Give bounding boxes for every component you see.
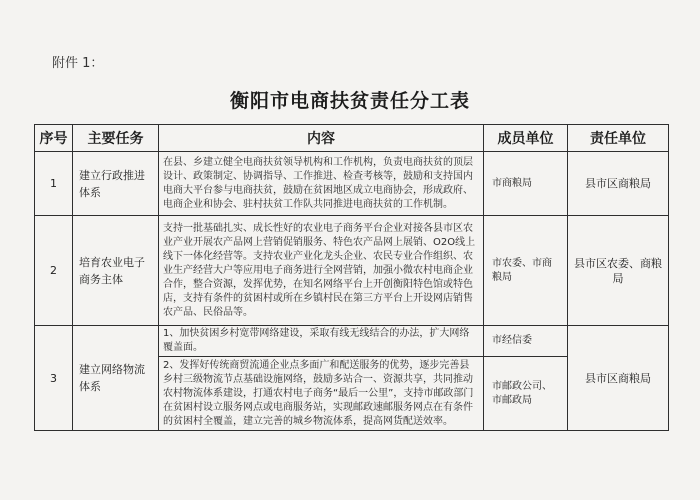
row-content: 支持一批基础扎实、成长性好的农业电子商务平台企业对接各县市区农业产业开展农产品网上营销促销服务、特色农产品网上展销、O2O线上线下一体化经营等。支持农业产业化龙头企业、农民专业合作组织、农业生产经营大户等应用电子商务进行全网营销，加强小微农村电商企业合作，整合资源，发挥优势，在知名网络平台上开创衡阳特色馆或特色店，支持有条件的贫困村或所在乡镇村民在第三方平台上开设网店销售农产品、民俗品等。 [159, 216, 484, 326]
document-title: 衡阳市电商扶贫责任分工表 [229, 90, 470, 112]
row-responsible: 县市区农委、商粮局 [568, 216, 669, 326]
row-members-part-1: 市经信委 [484, 326, 568, 357]
row-responsible: 县市区商粮局 [568, 152, 669, 216]
row-members-part-2: 市邮政公司、市邮政局 [484, 357, 568, 431]
row-task: 培育农业电子商务主体 [73, 216, 159, 326]
table-row [35, 326, 669, 357]
header-index: 序号 [35, 125, 73, 152]
row-members: 市农委、市商粮局 [484, 216, 568, 326]
table-header-row [35, 125, 669, 152]
responsibility-table [34, 124, 669, 431]
row-content: 在县、乡建立健全电商扶贫领导机构和工作机构，负责电商扶贫的顶层设计、政策制定、协调指导、工作推进、检查考核等，鼓励和支持国内电商大平台参与电商扶贫，鼓励在贫困地区成立电商协会，形成政府、电商企业和协会、驻村扶贫工作队共同推进电商扶贫的工作机制。 [159, 152, 484, 216]
row-index: 3 [35, 326, 73, 431]
row-task: 建立网络物流体系 [73, 326, 159, 431]
row-task: 建立行政推进体系 [73, 152, 159, 216]
header-task: 主要任务 [73, 125, 159, 152]
table-row [35, 216, 669, 326]
row-content-part-1: 1、加快贫困乡村宽带网络建设，采取有线无线结合的办法，扩大网络覆盖面。 [159, 326, 484, 357]
header-members: 成员单位 [484, 125, 568, 152]
attachment-label: 附件 1： [52, 56, 104, 71]
header-content: 内容 [159, 125, 484, 152]
row-responsible: 县市区商粮局 [568, 326, 669, 431]
row-content-part-2: 2、发挥好传统商贸流通企业点多面广和配送服务的优势，逐步完善县乡村三级物流节点基础设施网络，鼓励多站合一、资源共享，共同推动农村物流体系建设，打通农村电子商务“最后一公里”，支持市邮政部门在贫困村设立服务网点或电商服务站，实现邮政速邮服务网点在有条件的贫困村全覆盖，建立完善的城乡物流体系，提高网货配送效率。 [159, 357, 484, 431]
row-members: 市商粮局 [484, 152, 568, 216]
header-responsible: 责任单位 [568, 125, 669, 152]
table-row [35, 152, 669, 216]
row-index: 1 [35, 152, 73, 216]
row-index: 2 [35, 216, 73, 326]
